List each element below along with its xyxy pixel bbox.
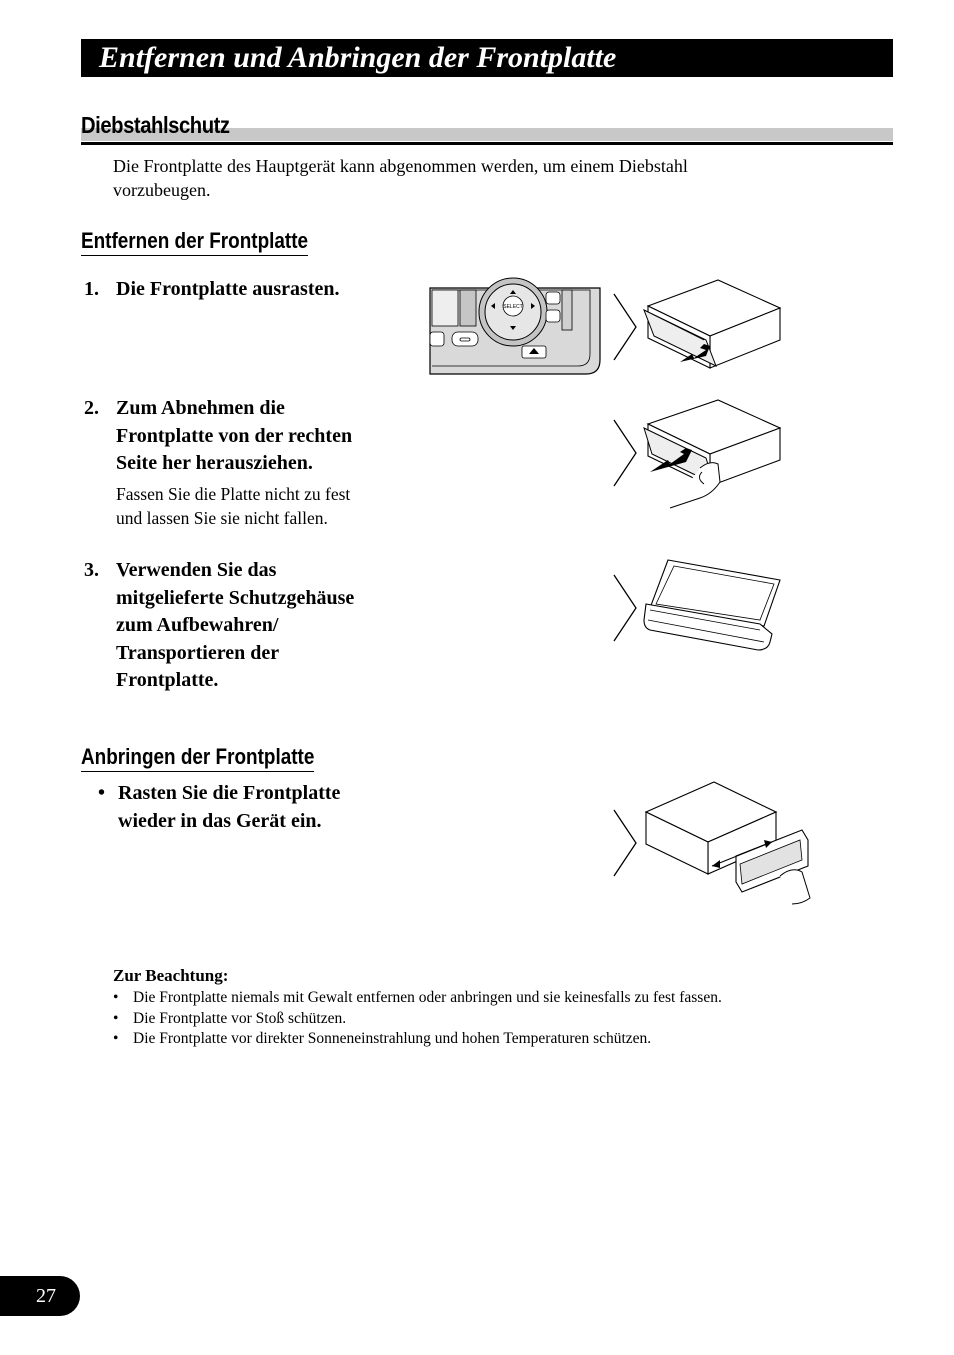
note-bullet: • (113, 989, 119, 1006)
select-button-label: SELECT (503, 304, 523, 310)
note-text: Die Frontplatte niemals mit Gewalt entfernen oder anbringen und sie keinesfalls zu fest fassen. (133, 989, 722, 1006)
remove-heading: Entfernen der Frontplatte (81, 228, 308, 256)
step-3-arrow-icon (612, 575, 638, 641)
page-title: Entfernen und Anbringen der Frontplatte (99, 41, 617, 74)
remove-heading-wrap (81, 228, 345, 256)
section-heading-rule (81, 142, 893, 145)
step-2-note (116, 482, 416, 530)
attach-bullet: • (98, 782, 106, 804)
note-text: Die Frontplatte vor Stoß schützen. (133, 1009, 347, 1027)
unit-release-illustration (640, 278, 785, 370)
note-line: Fassen Sie die Platte nicht zu fest (116, 484, 351, 504)
section-heading-text: Diebstahlschutz (81, 112, 230, 138)
step-line: Die Frontplatte ausrasten. (116, 278, 340, 300)
step-line: Seite her herausziehen. (116, 452, 313, 474)
unit-pull-illustration (640, 398, 785, 510)
note-item (113, 988, 913, 1009)
note-text: Die Frontplatte vor direkter Sonneneinstrahlung und hohen Temperaturen schützen. (133, 1030, 652, 1047)
step-3-number: 3. (84, 559, 99, 581)
step-line: Frontplatte von der rechten (116, 424, 353, 447)
notes-list (113, 988, 913, 1050)
attach-heading-wrap (81, 744, 352, 772)
attach-plate-illustration (642, 780, 814, 906)
step-1-number: 1. (84, 278, 99, 300)
attach-line: Rasten Sie die Frontplatte (118, 782, 341, 804)
attach-text (118, 780, 418, 835)
intro-line: vorzubeugen. (113, 180, 211, 200)
note-bullet: • (113, 1030, 119, 1047)
step-3-text (116, 557, 416, 695)
step-line: Frontplatte. (116, 669, 219, 691)
step-line: zum Aufbewahren/ (116, 614, 279, 636)
attach-heading: Anbringen der Frontplatte (81, 744, 314, 772)
intro-line: Die Frontplatte des Hauptgerät kann abgenommen werden, um einem Diebstahl (113, 156, 688, 176)
note-item (113, 1009, 913, 1030)
step-line: Verwenden Sie das (116, 559, 277, 581)
notes-title: Zur Beachtung: (113, 966, 229, 985)
head-unit-panel-illustration (430, 288, 602, 376)
page-number-badge (0, 1276, 80, 1316)
step-1-text (116, 276, 416, 304)
step-line: Zum Abnehmen die (116, 397, 285, 419)
note-bullet: • (113, 1009, 119, 1027)
step-2-number: 2. (84, 397, 99, 419)
intro-paragraph (113, 154, 833, 202)
step-line: Transportieren der (116, 641, 280, 664)
attach-arrow-icon (612, 810, 638, 876)
protective-case-illustration (642, 558, 784, 654)
step-1-arrow-icon (612, 294, 638, 360)
step-2-arrow-icon (612, 420, 638, 486)
step-line: mitgelieferte Schutzgehäuse (116, 586, 355, 609)
attach-line: wieder in das Gerät ein. (118, 809, 322, 832)
page-title-bar (81, 39, 893, 77)
step-2-text (116, 395, 416, 478)
note-line: und lassen Sie sie nicht fallen. (116, 508, 328, 528)
note-item (113, 1029, 913, 1050)
page-number: 27 (36, 1285, 56, 1307)
section-heading (81, 112, 893, 146)
